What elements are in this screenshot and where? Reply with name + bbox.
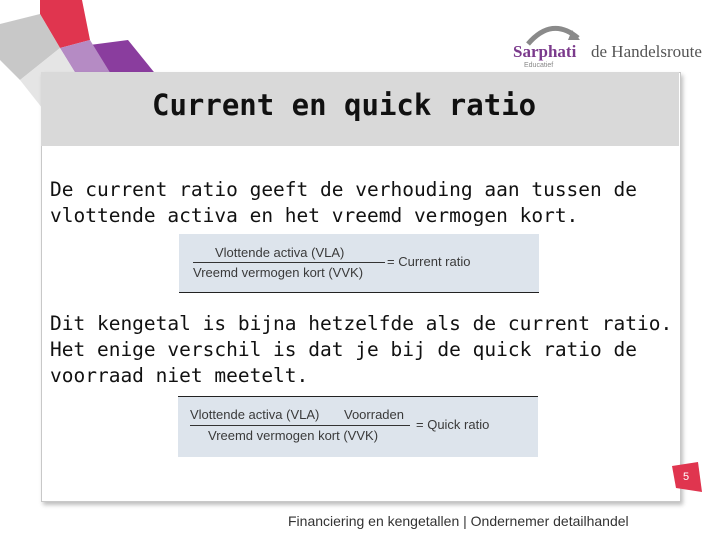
logo-tagline-text: Educatief	[524, 62, 554, 69]
sarphati-logo	[508, 20, 702, 76]
formula2-denominator: Vreemd vermogen kort (VVK)	[208, 428, 379, 443]
paragraph-quick-ratio: Dit kengetal is bijna hetzelfde als de current ratio. Het enige verschil is dat je bij de quick ratio de voorraad niet meetelt.	[50, 312, 673, 387]
formula2-result: = Quick ratio	[416, 417, 490, 432]
formula2-numerator-b: Voorraden	[344, 407, 404, 422]
formula-current-ratio	[179, 234, 539, 293]
footer-text: Financiering en kengetallen | Ondernemer detailhandel	[288, 513, 629, 529]
slide-title: Current en quick ratio	[152, 88, 537, 122]
formula1-result: = Current ratio	[387, 254, 471, 269]
paragraph-current-ratio: De current ratio geeft de verhouding aan tussen de vlottende activa en het vreemd vermogen kort.	[50, 178, 637, 227]
formula1-numerator: Vlottende activa (VLA)	[215, 245, 345, 260]
formula2-numerator-a: Vlottende activa (VLA)	[190, 407, 320, 422]
fraction-bar	[190, 425, 410, 426]
logo-subtitle-text: de Handelsroute	[591, 42, 702, 61]
fraction-bar	[193, 262, 385, 263]
slide-number: 5	[683, 471, 690, 483]
logo-brand-text: Sarphati	[513, 42, 577, 61]
formula-quick-ratio	[178, 396, 538, 457]
slide-number-badge	[672, 462, 702, 492]
formula1-denominator: Vreemd vermogen kort (VVK)	[193, 265, 364, 280]
